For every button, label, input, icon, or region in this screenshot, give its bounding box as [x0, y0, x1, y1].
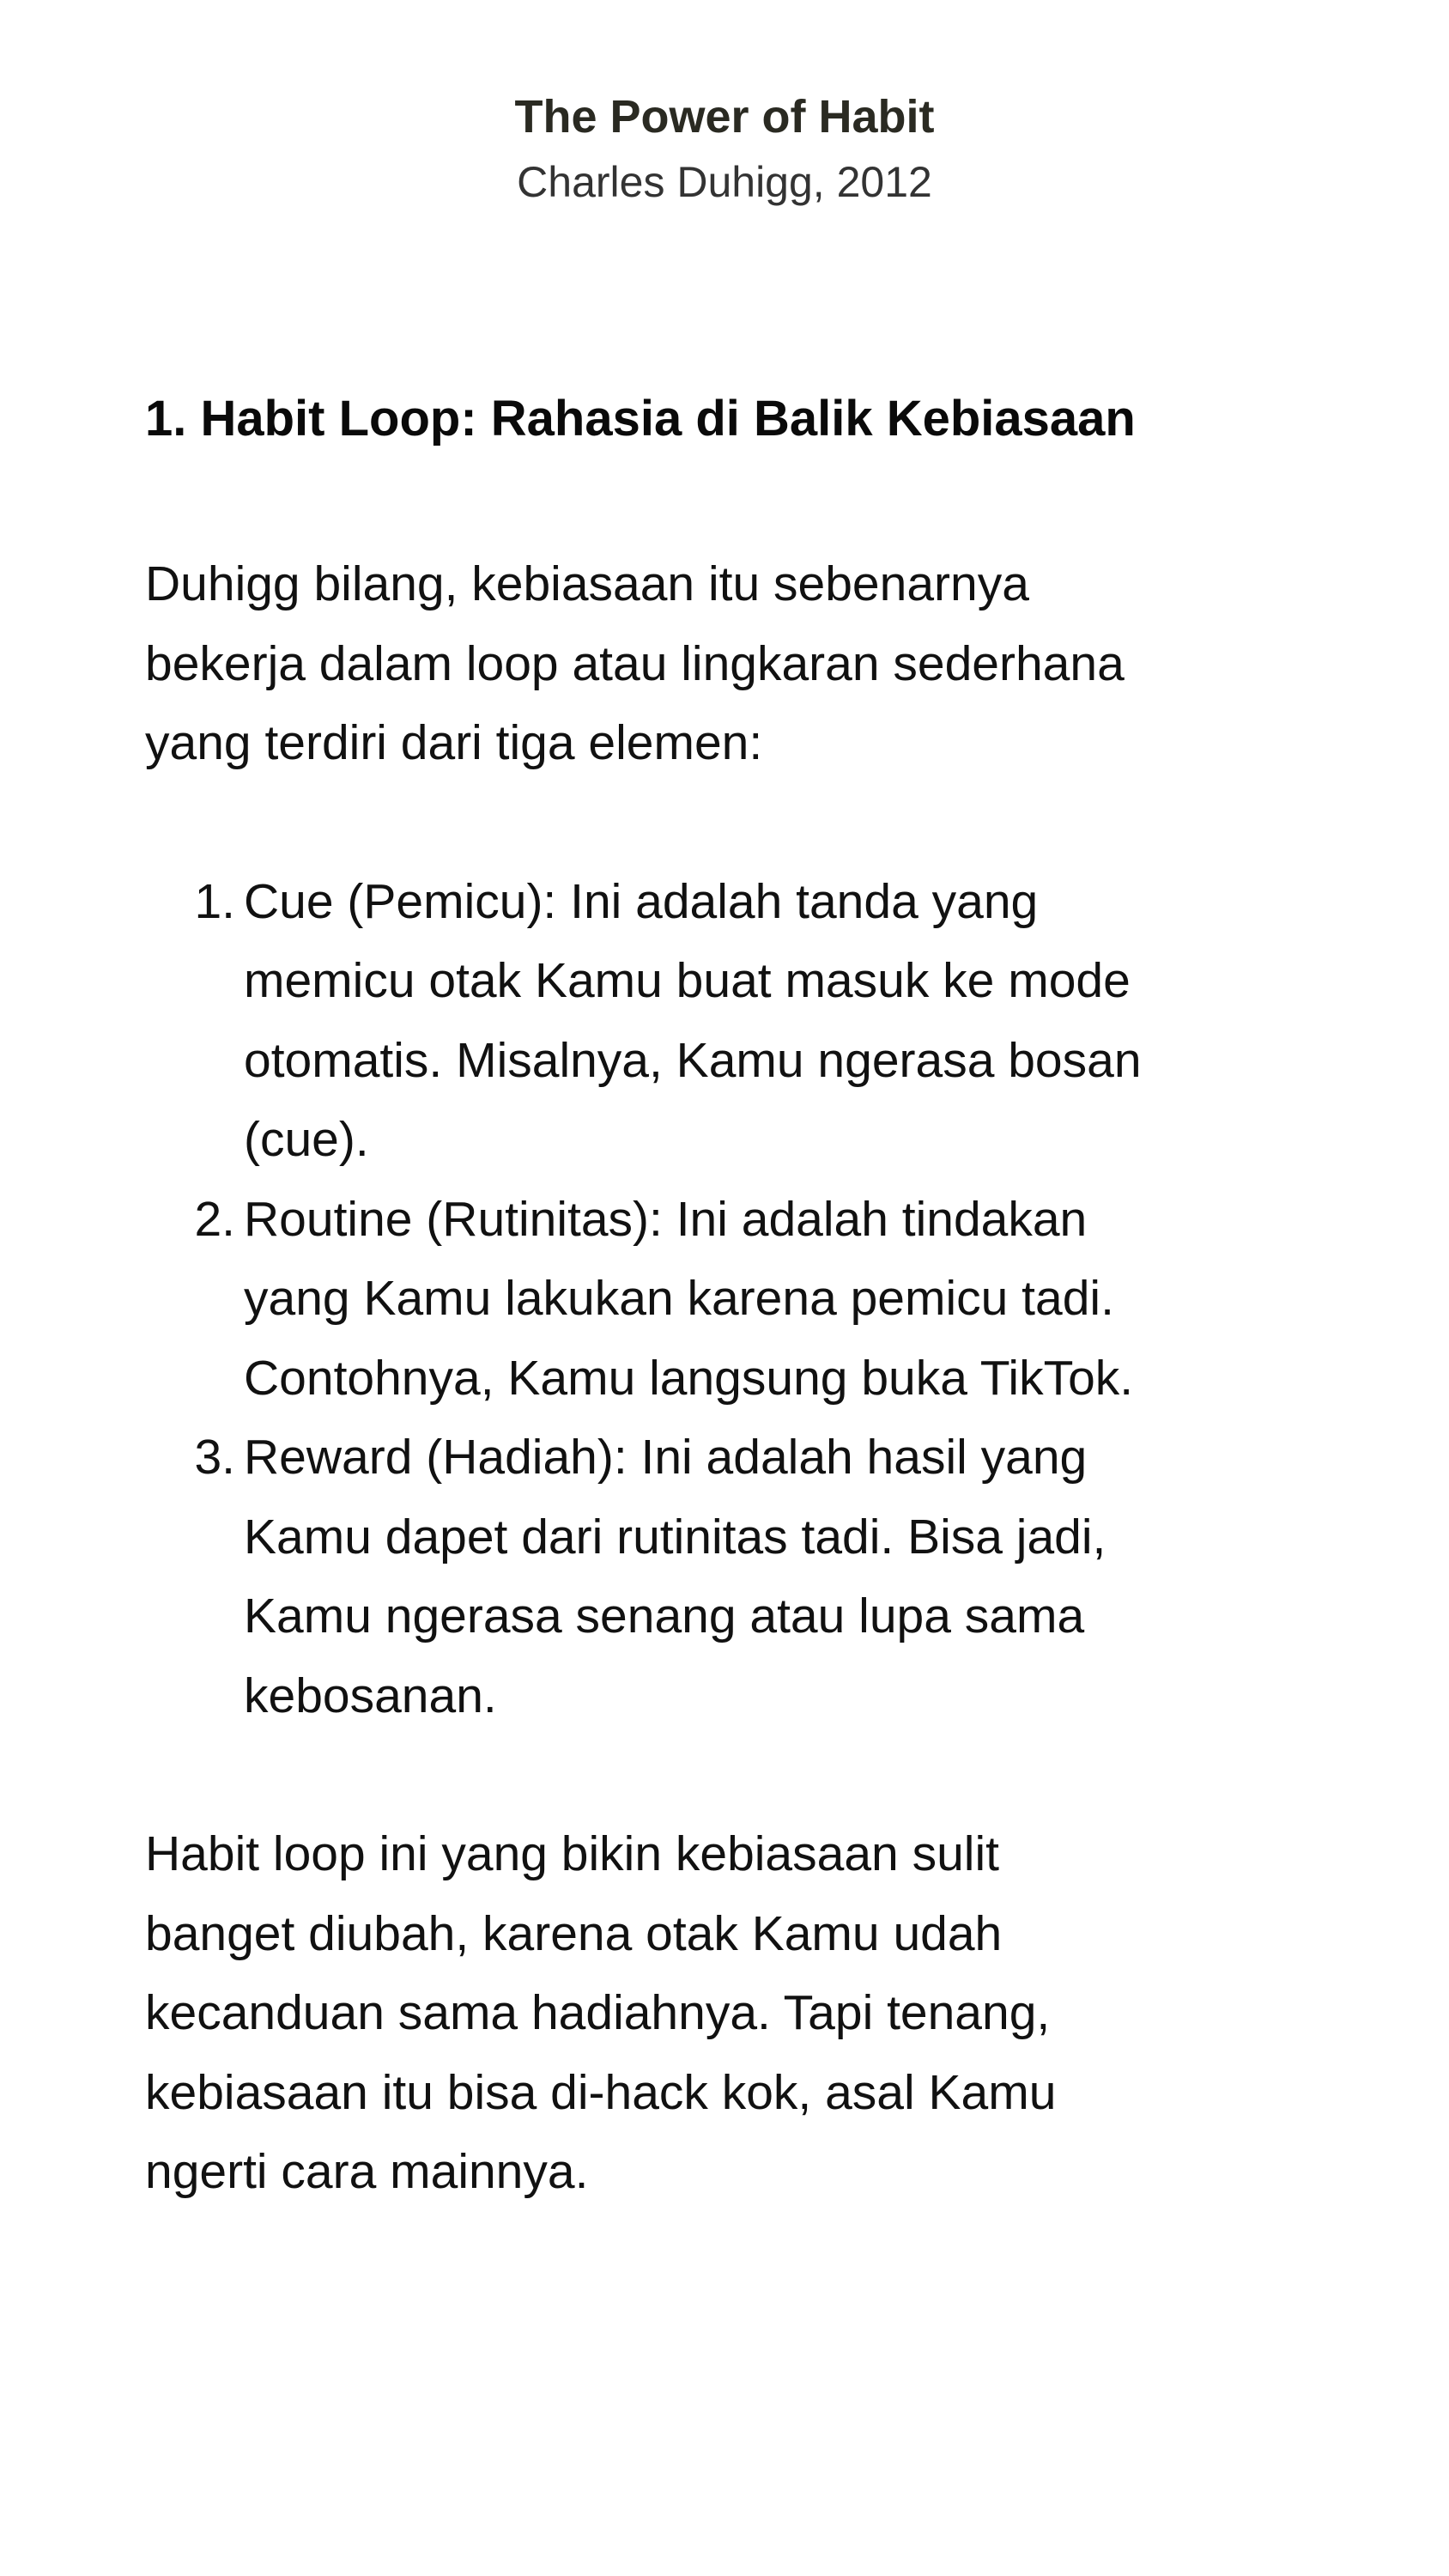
habit-loop-list — [145, 862, 1347, 1736]
list-number: 2. — [194, 1191, 235, 1247]
section-habit-loop — [145, 385, 1347, 2212]
text-line: Habit loop ini yang bikin kebiasaan sulit — [145, 1826, 999, 1881]
book-header — [0, 86, 1449, 216]
book-title: The Power of Habit — [514, 91, 935, 143]
list-number: 1. — [194, 873, 235, 929]
text-line: Reward (Hadiah): Ini adalah hasil yang — [244, 1430, 1088, 1485]
book-author-year: Charles Duhigg, 2012 — [517, 158, 932, 206]
text-line: yang Kamu lakukan karena pemicu tadi. — [244, 1271, 1114, 1326]
text-line: kebosanan. — [244, 1668, 497, 1723]
outro-paragraph — [145, 1814, 1347, 2212]
text-line: Routine (Rutinitas): Ini adalah tindakan — [244, 1191, 1088, 1247]
text-line: yang terdiri dari tiga elemen: — [145, 715, 763, 770]
text-line: kebiasaan itu bisa di-hack kok, asal Kamu — [145, 2064, 1057, 2120]
text-line: Cue (Pemicu): Ini adalah tanda yang — [244, 873, 1039, 929]
text-line: ngerti cara mainnya. — [145, 2144, 589, 2199]
text-line: bekerja dalam loop atau lingkaran sederhana — [145, 635, 1125, 691]
list-item-reward — [145, 1418, 1347, 1735]
text-line: Contohnya, Kamu langsung buka TikTok. — [244, 1350, 1134, 1406]
text-line: Kamu ngerasa senang atau lupa sama — [244, 1589, 1085, 1643]
text-line: otomatis. Misalnya, Kamu ngerasa bosan — [244, 1032, 1142, 1088]
text-line: (cue). — [244, 1112, 369, 1167]
list-number: 3. — [194, 1430, 235, 1485]
list-item-routine — [145, 1180, 1347, 1419]
list-item-cue — [145, 862, 1347, 1180]
section-heading: 1. Habit Loop: Rahasia di Balik Kebiasaan — [145, 391, 1136, 447]
text-line: Duhigg bilang, kebiasaan itu sebenarnya — [145, 556, 1029, 611]
text-line: kecanduan sama hadiahnya. Tapi tenang, — [145, 1985, 1051, 2040]
text-line: memicu otak Kamu buat masuk ke mode — [244, 953, 1131, 1008]
intro-paragraph — [145, 544, 1347, 783]
text-line: Kamu dapet dari rutinitas tadi. Bisa jadi, — [244, 1509, 1106, 1564]
text-line: banget diubah, karena otak Kamu udah — [145, 1905, 1003, 1961]
